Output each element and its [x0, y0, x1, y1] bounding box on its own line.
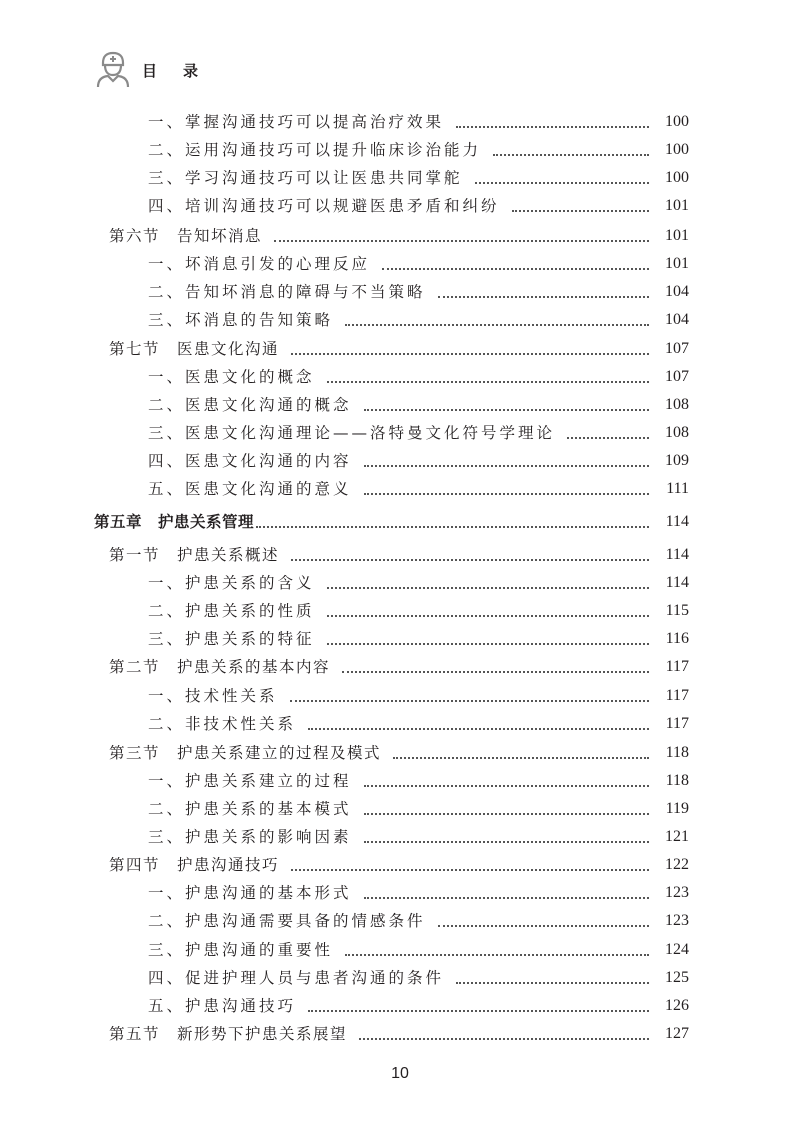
dot-leader [345, 324, 649, 326]
toc-entry-page: 123 [665, 912, 689, 929]
toc-entry [148, 908, 689, 932]
toc-entry-page: 101 [665, 197, 689, 214]
toc-entry [109, 1021, 689, 1045]
toc-entry-page: 114 [665, 513, 689, 530]
toc-entry-page: 104 [665, 311, 689, 328]
toc-entry-title: 一、坏消息引发的心理反应 [148, 255, 371, 273]
toc-entry [109, 336, 689, 360]
dot-leader [382, 268, 649, 270]
toc-entry-title: 二、告知坏消息的障碍与不当策略 [148, 283, 426, 301]
toc-entry-title: 第四节 护患沟通技巧 [109, 856, 280, 874]
toc-entry-page: 117 [665, 658, 689, 675]
toc-entry [148, 965, 689, 989]
toc-entry-title: 四、促进护理人员与患者沟通的条件 [148, 969, 445, 987]
dot-leader [364, 841, 649, 843]
toc-entry-page: 127 [665, 1025, 689, 1042]
toc-entry-title: 一、掌握沟通技巧可以提高治疗效果 [148, 113, 445, 131]
toc-entry-title: 第六节 告知坏消息 [109, 227, 263, 245]
dot-leader [256, 526, 649, 528]
toc-entry-title: 二、护患关系的性质 [148, 602, 315, 620]
dot-leader [393, 757, 649, 759]
toc-entry-page: 125 [665, 969, 689, 986]
toc-entry [148, 307, 689, 331]
dot-leader [475, 182, 649, 184]
dot-leader [438, 925, 649, 927]
dot-leader [364, 465, 649, 467]
dot-leader [291, 353, 649, 355]
toc-entry [148, 193, 689, 217]
dot-leader [364, 785, 649, 787]
dot-leader [308, 728, 649, 730]
dot-leader [345, 954, 649, 956]
toc-entry-title: 二、医患文化沟通的概念 [148, 396, 352, 414]
page-number: 10 [391, 1065, 409, 1082]
toc-entry [109, 654, 689, 678]
toc-entry-title: 二、护患沟通需要具备的情感条件 [148, 912, 426, 930]
toc-entry [148, 598, 689, 622]
toc-entry-page: 116 [665, 630, 689, 647]
toc-entry-page: 101 [665, 227, 689, 244]
dot-leader [456, 126, 649, 128]
dot-leader [493, 154, 649, 156]
toc-entry-title: 一、护患沟通的基本形式 [148, 884, 352, 902]
toc-entry-page: 117 [665, 715, 689, 732]
toc-entry [148, 768, 689, 792]
dot-leader [456, 982, 649, 984]
toc-entry [109, 542, 689, 566]
toc-entry-title: 二、运用沟通技巧可以提升临床诊治能力 [148, 141, 482, 159]
toc-entry-page: 100 [665, 113, 689, 130]
dot-leader [327, 615, 649, 617]
toc-entry-title: 四、医患文化沟通的内容 [148, 452, 352, 470]
toc-entry-page: 101 [665, 255, 689, 272]
toc-entry [94, 509, 689, 533]
toc-entry-title: 四、培训沟通技巧可以规避医患矛盾和纠纷 [148, 197, 500, 215]
toc-entry-title: 第一节 护患关系概述 [109, 546, 280, 564]
toc-entry-page: 126 [665, 997, 689, 1014]
dot-leader [438, 296, 649, 298]
dot-leader [327, 381, 649, 383]
toc-entry-page: 107 [665, 368, 689, 385]
toc-entry-page: 109 [665, 452, 689, 469]
dot-leader [364, 409, 649, 411]
toc-entry-title: 第七节 医患文化沟通 [109, 340, 280, 358]
toc-entry-title: 三、医患文化沟通理论——洛特曼文化符号学理论 [148, 424, 556, 442]
toc-entry-page: 114 [665, 546, 689, 563]
toc-entry-title: 二、护患关系的基本模式 [148, 800, 352, 818]
toc-entry [148, 796, 689, 820]
toc-entry [148, 880, 689, 904]
toc-entry-title: 一、医患文化的概念 [148, 368, 315, 386]
toc-entry-page: 114 [665, 574, 689, 591]
toc-entry-title: 三、护患关系的影响因素 [148, 828, 352, 846]
toc-entry-page: 115 [665, 602, 689, 619]
toc-entry [148, 993, 689, 1017]
dot-leader [327, 587, 649, 589]
toc-entry-page: 108 [665, 396, 689, 413]
toc-entry [148, 683, 689, 707]
toc-entry [148, 364, 689, 388]
toc-entry [148, 109, 689, 133]
toc-entry [148, 137, 689, 161]
toc-entry-title: 第五章 护患关系管理 [94, 513, 255, 531]
toc-entry-page: 124 [665, 941, 689, 958]
toc-entry-page: 117 [665, 687, 689, 704]
toc-entry-title: 第三节 护患关系建立的过程及模式 [109, 744, 382, 762]
toc-entry-title: 二、非技术性关系 [148, 715, 297, 733]
toc-entry [148, 937, 689, 961]
toc-entry-title: 第五节 新形势下护患关系展望 [109, 1025, 348, 1043]
toc-entry-page: 121 [665, 828, 689, 845]
toc-entry-page: 122 [665, 856, 689, 873]
dot-leader [291, 559, 649, 561]
toc-entry-page: 118 [665, 772, 689, 789]
toc-entry-page: 108 [665, 424, 689, 441]
dot-leader [274, 240, 649, 242]
toc-entry [109, 223, 689, 247]
toc-entry-page: 123 [665, 884, 689, 901]
toc-entry-page: 104 [665, 283, 689, 300]
toc-entry-title: 一、护患关系建立的过程 [148, 772, 352, 790]
toc-entry [148, 626, 689, 650]
toc-entry [148, 448, 689, 472]
toc-entry-title: 三、护患沟通的重要性 [148, 941, 334, 959]
toc-entry [148, 476, 689, 500]
toc-entry-title: 五、护患沟通技巧 [148, 997, 297, 1015]
toc-entry-page: 118 [665, 744, 689, 761]
dot-leader [512, 210, 649, 212]
toc-entry-page: 100 [665, 141, 689, 158]
toc-entry-page: 100 [665, 169, 689, 186]
toc-entry [148, 279, 689, 303]
toc-entry [109, 740, 689, 764]
nurse-icon [96, 50, 130, 88]
toc-entry [148, 711, 689, 735]
toc-entry [109, 852, 689, 876]
toc-entry-title: 五、医患文化沟通的意义 [148, 480, 352, 498]
dot-leader [308, 1010, 649, 1012]
toc-entry-title: 第二节 护患关系的基本内容 [109, 658, 331, 676]
toc-entry-page: 119 [665, 800, 689, 817]
dot-leader [364, 897, 649, 899]
toc-entry-page: 107 [665, 340, 689, 357]
toc-entry [148, 251, 689, 275]
dot-leader [291, 869, 649, 871]
dot-leader [359, 1038, 649, 1040]
dot-leader [364, 493, 649, 495]
toc-entry [148, 570, 689, 594]
toc-entry [148, 392, 689, 416]
toc-entry-title: 三、坏消息的告知策略 [148, 311, 334, 329]
toc-entry [148, 165, 689, 189]
dot-leader [342, 671, 649, 673]
toc-entry-page: 111 [666, 480, 689, 497]
dot-leader [364, 813, 649, 815]
toc-entry-title: 一、护患关系的含义 [148, 574, 315, 592]
page-header-title: 目录 [142, 62, 225, 80]
toc-entry [148, 420, 689, 444]
toc-entry-title: 三、护患关系的特征 [148, 630, 315, 648]
dot-leader [567, 437, 649, 439]
toc-entry-title: 一、技术性关系 [148, 687, 278, 705]
dot-leader [327, 643, 649, 645]
toc-entry [148, 824, 689, 848]
toc-entry-title: 三、学习沟通技巧可以让医患共同掌舵 [148, 169, 463, 187]
dot-leader [290, 700, 649, 702]
